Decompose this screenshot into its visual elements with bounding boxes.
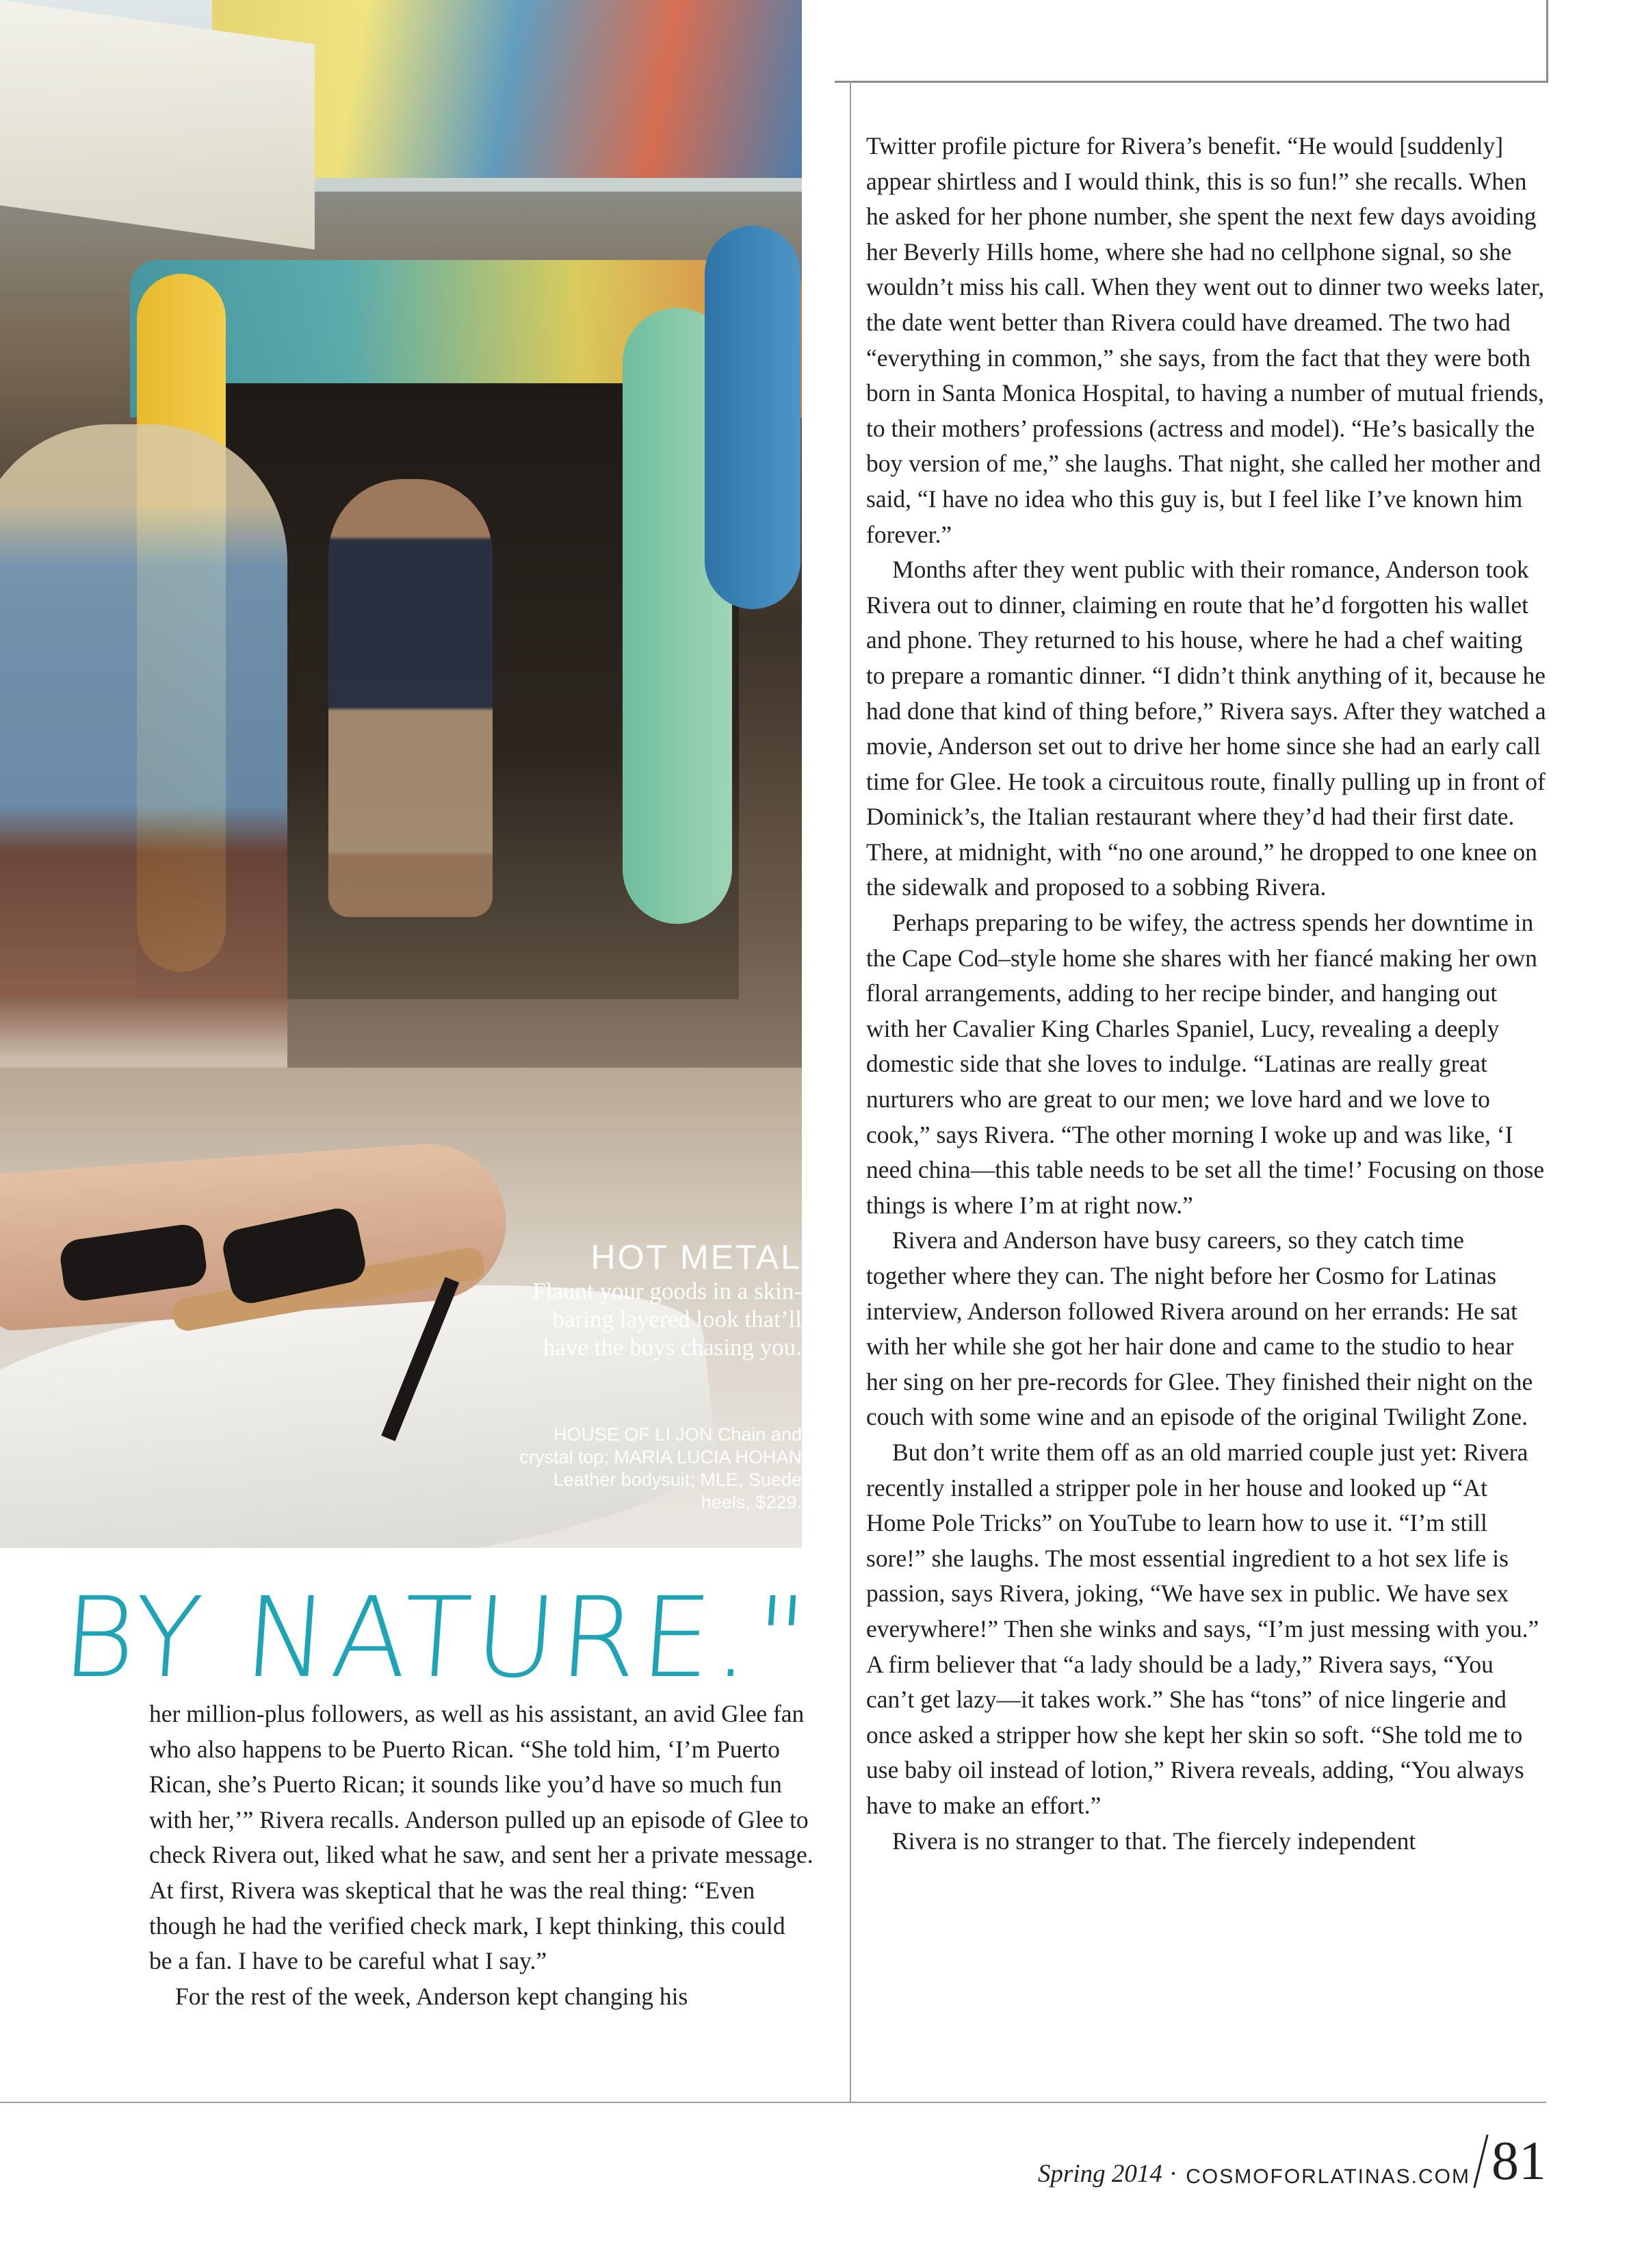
background-man: [328, 479, 493, 917]
photo-awning: [0, 0, 315, 250]
page-number: 81: [1491, 2131, 1546, 2191]
site-url[interactable]: COSMOFORLATINAS.COM: [1186, 2165, 1470, 2188]
paragraph: Rivera is no stranger to that. The fiercely independent: [892, 1827, 1416, 1855]
paragraph: For the rest of the week, Anderson kept changing his: [175, 1982, 688, 2010]
blue-surfboard: [705, 226, 800, 609]
photo-caption-head: HOT METAL: [590, 1238, 802, 1276]
top-right-frame: [835, 0, 1548, 83]
paragraph: Twitter profile picture for Rivera’s benefit. “He would [suddenly] appear shirtless and I would think, this is so fun!” she recalls. When he asked for her phone number, she spent the next few days avoiding her Beverly Hills home, where she had no cellphone signal, so she wouldn’t miss his call. When they went out to dinner two weeks later, the date went better than Rivera could have dreamed. The two had “everything in common,” she says, from the fact that they were both born in Santa Monica Hospital, to having a number of mutual friends, to their mothers’ professions (actress and model). “He’s basically the boy version of me,” she laughs. That night, she called her mother and said, “I have no idea who this guy is, but I feel like I’ve known him forever.”: [866, 132, 1545, 548]
right-column: [866, 129, 1546, 1859]
paragraph: Months after they went public with their romance, Anderson took Rivera out to dinner, claiming en route that he’d forgotten his wallet and phone. They returned to his house, where he had a chef waiting to prepare a romantic dinner. “I didn’t think anything of it, because he had done that kind of thing before,” Rivera says. After they watched a movie, Anderson set out to drive her home since she had an early call time for Glee. He took a circuitous route, finally pulling up in front of Dominick’s, the Italian restaurant where they’d had their first date. There, at midnight, with “no one around,” he dropped to one knee on the sidewalk and proposed to a sobbing Rivera.: [866, 556, 1546, 901]
column-divider: [850, 81, 851, 2103]
photo-credit: HOUSE OF LI JON Chain and crystal top; MARIA LUCIA HOHAN Leather bodysuit; MLE, Suede heels, $229.: [519, 1424, 802, 1512]
pull-quote: BY NATURE.": [58, 1574, 815, 1703]
paragraph: Perhaps preparing to be wifey, the actress spends her downtime in the Cape Cod–style home she shares with her fiancé making her own floral arrangements, adding to her recipe binder, and hanging out with her Cavalier King Charles Spaniel, Lucy, revealing a deeply domestic side that she loves to indulge. “Latinas are really great nurturers who are great to our men; we love hard and we love to cook,” says Rivera. “The other morning I woke up and was like, ‘I need china—this table needs to be set all the time!’ Focusing on those things is where I’m at right now.”: [866, 909, 1545, 1219]
left-column: [149, 1697, 814, 2014]
page-footer: [1037, 2131, 1546, 2191]
footer-rule: [0, 2102, 1546, 2103]
paragraph: her million-plus followers, as well as his assistant, an avid Glee fan who also happens to be Puerto Rican. “She told him, ‘I’m Puerto Rican, she’s Puerto Rican; it sounds like you’d have so much fun with her,’” Rivera recalls. Anderson pulled up an episode of Glee to check Rivera out, liked what he saw, and sent her a private message. At first, Rivera was skeptical that he was the real thing: “Even though he had the verified check mark, I kept thinking, this could be a fan. I have to be careful what I say.”: [149, 1700, 813, 1975]
paragraph: But don’t write them off as an old married couple just yet: Rivera recently installed a stripper pole in her house and looked up “At Home Pole Tricks” on YouTube to learn how to use it. “I’m still sore!” she laughs. The most essential ingredient to a hot sex life is passion, says Rivera, joking, “We have sex in public. We have sex everywhere!” Then she winks and says, “I’m just messing with you.” A firm believer that “a lady should be a lady,” Rivera says, “You can’t get lazy—it takes work.” She has “tons” of nice lingerie and once asked a stripper how she kept her skin so soft. “She told me to use baby oil instead of lotion,” Rivera reveals, adding, “You always have to make an effort.”: [866, 1438, 1539, 1819]
paragraph: Rivera and Anderson have busy careers, so they catch time together where they can. The night before her Cosmo for Latinas interview, Anderson followed Rivera around on her errands: He sat with her while she got her hair done and came to the studio to hear her sing on her pre-records for Glee. They finished their night on the couch with some wine and an episode of the original Twilight Zone.: [866, 1226, 1533, 1431]
footer-separator: ·: [1169, 2160, 1178, 2188]
photo-caption-body: Flaunt your goods in a skin-baring layered look that’ll have the boys chasing you.: [532, 1278, 802, 1361]
folio-slash: [1473, 2135, 1488, 2188]
issue-season: Spring 2014: [1037, 2160, 1162, 2188]
